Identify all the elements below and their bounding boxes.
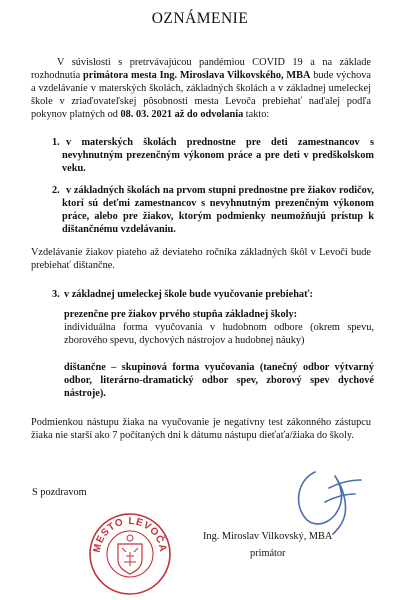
signature-icon: [285, 458, 365, 538]
item-2-number: 2.: [52, 185, 60, 196]
intro-text-2: bude výchova a vzdelávanie v materských školách, základných školách a v základnej umeleckej škole v zriaďovateľskej pôsobnosti mesta Levoča prebiehať naďalej podľa pokynov platných od: [31, 69, 371, 120]
intro-text-1: V súvislosti s pretrvávajúcou pandémiou COVID 19 a na základe rozhodnutia: [31, 57, 371, 81]
item-2-text: v základných školách na prvom stupni prednostne pre žiakov rodičov, ktorí sú deťmi zamestnancov s nevyhnutným prezenčným výkonom práce, alebo pre žiakov, ktorým podmienky neumožňujú prístup k dištančnému vzdelávaniu.: [62, 185, 374, 235]
signer-name: Ing. Miroslav Vilkovský, MBA: [203, 531, 333, 542]
stamp-text: MESTO LEVOČA: [91, 515, 169, 554]
intro-date: 08. 03. 2021 až do odvolania: [120, 108, 244, 120]
podmienka-paragraph: Podmienkou nástupu žiaka na vyučovanie je negatívny test zákonného zástupcu žiaka nie starší ako 7 počítaných dní k dátumu nástupu dieťaťa/žiaka do školy.: [31, 417, 371, 441]
intro-paragraph: [31, 57, 371, 122]
vzdelavanie-paragraph: Vzdelávanie žiakov piateho až deviateho ročníka základných škôl v Levoči bude prebiehať dištančne.: [31, 247, 371, 271]
item-1-number: 1.: [52, 137, 60, 148]
prezencne-heading: prezenčne pre žiakov prvého stupňa základnej školy:: [64, 309, 298, 320]
city-stamp-icon: [86, 508, 174, 596]
intro-mayor: primátora mesta Ing. Miroslava Vilkovského, MBA: [83, 69, 311, 81]
prezencne-body: individuálna forma vyučovania v hudobnom odbore (okrem spevu, zborového spevu, dychových nástrojov a hudobnej náuky): [64, 321, 374, 346]
intro-text-3: takto:: [243, 108, 270, 120]
signer-role: primátor: [250, 548, 286, 559]
item-3-text: v základnej umeleckej škole bude vyučovanie prebiehať:: [64, 289, 313, 300]
page-title: OZNÁMENIE: [151, 10, 249, 27]
item-3-distancne: dištančne – skupinová forma vyučovania (tanečný odbor výtvarný odbor, literárno-dramatický odbor spev, zborový spev dychové nástroje).: [64, 362, 374, 399]
item-1-text: v materských školách prednostne pre deti zamestnancov s nevyhnutným prezenčným výkonom práce a pre deti v predškolskom veku.: [62, 137, 374, 174]
item-3-number: 3.: [52, 289, 60, 300]
closing-greeting: S pozdravom: [32, 487, 87, 498]
item-3-prezencne: [64, 309, 374, 348]
